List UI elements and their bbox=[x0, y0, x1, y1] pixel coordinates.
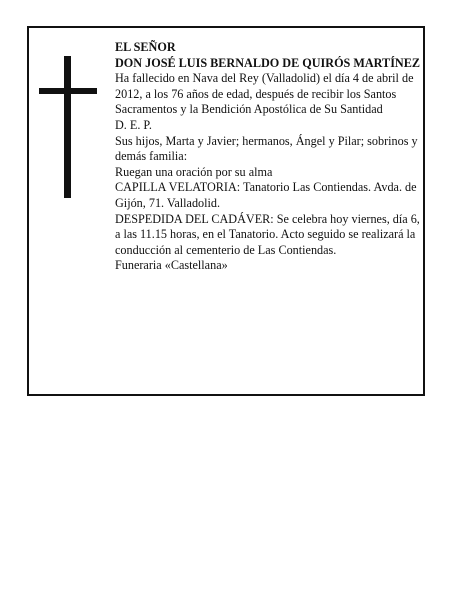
prayer-request: Ruegan una oración por su alma bbox=[115, 164, 273, 179]
family-text: Sus hijos, Marta y Javier; hermanos, Ángel y Pilar; sobrinos y demás familia: bbox=[115, 133, 418, 164]
obituary-text bbox=[115, 40, 423, 274]
latin-cross-icon bbox=[39, 56, 97, 198]
rip-text: D. E. P. bbox=[115, 117, 152, 132]
cross-vertical-bar bbox=[64, 56, 71, 198]
funeral-home: Funeraria «Castellana» bbox=[115, 258, 228, 273]
deceased-name: DON JOSÉ LUIS BERNALDO DE QUIRÓS MARTÍNEZ bbox=[115, 55, 420, 70]
cross-horizontal-bar bbox=[39, 88, 97, 94]
death-announcement: Ha fallecido en Nava del Rey (Valladolid) el día 4 de abril de 2012, a los 76 años de edad, después de recibir los Santos Sacramentos y la Bendición Apostólica de Su Santidad bbox=[115, 71, 414, 117]
farewell-information: DESPEDIDA DEL CADÁVER: Se celebra hoy viernes, día 6, a las 11.15 horas, en el Tanatorio. Acto seguido se realizará la conducción al cementerio de Las Contiendas. bbox=[115, 211, 420, 257]
heading-title: EL SEÑOR bbox=[115, 40, 176, 54]
chapel-information: CAPILLA VELATORIA: Tanatorio Las Contiendas. Avda. de Gijón, 71. Valladolid. bbox=[115, 180, 417, 210]
obituary-notice bbox=[27, 26, 425, 396]
